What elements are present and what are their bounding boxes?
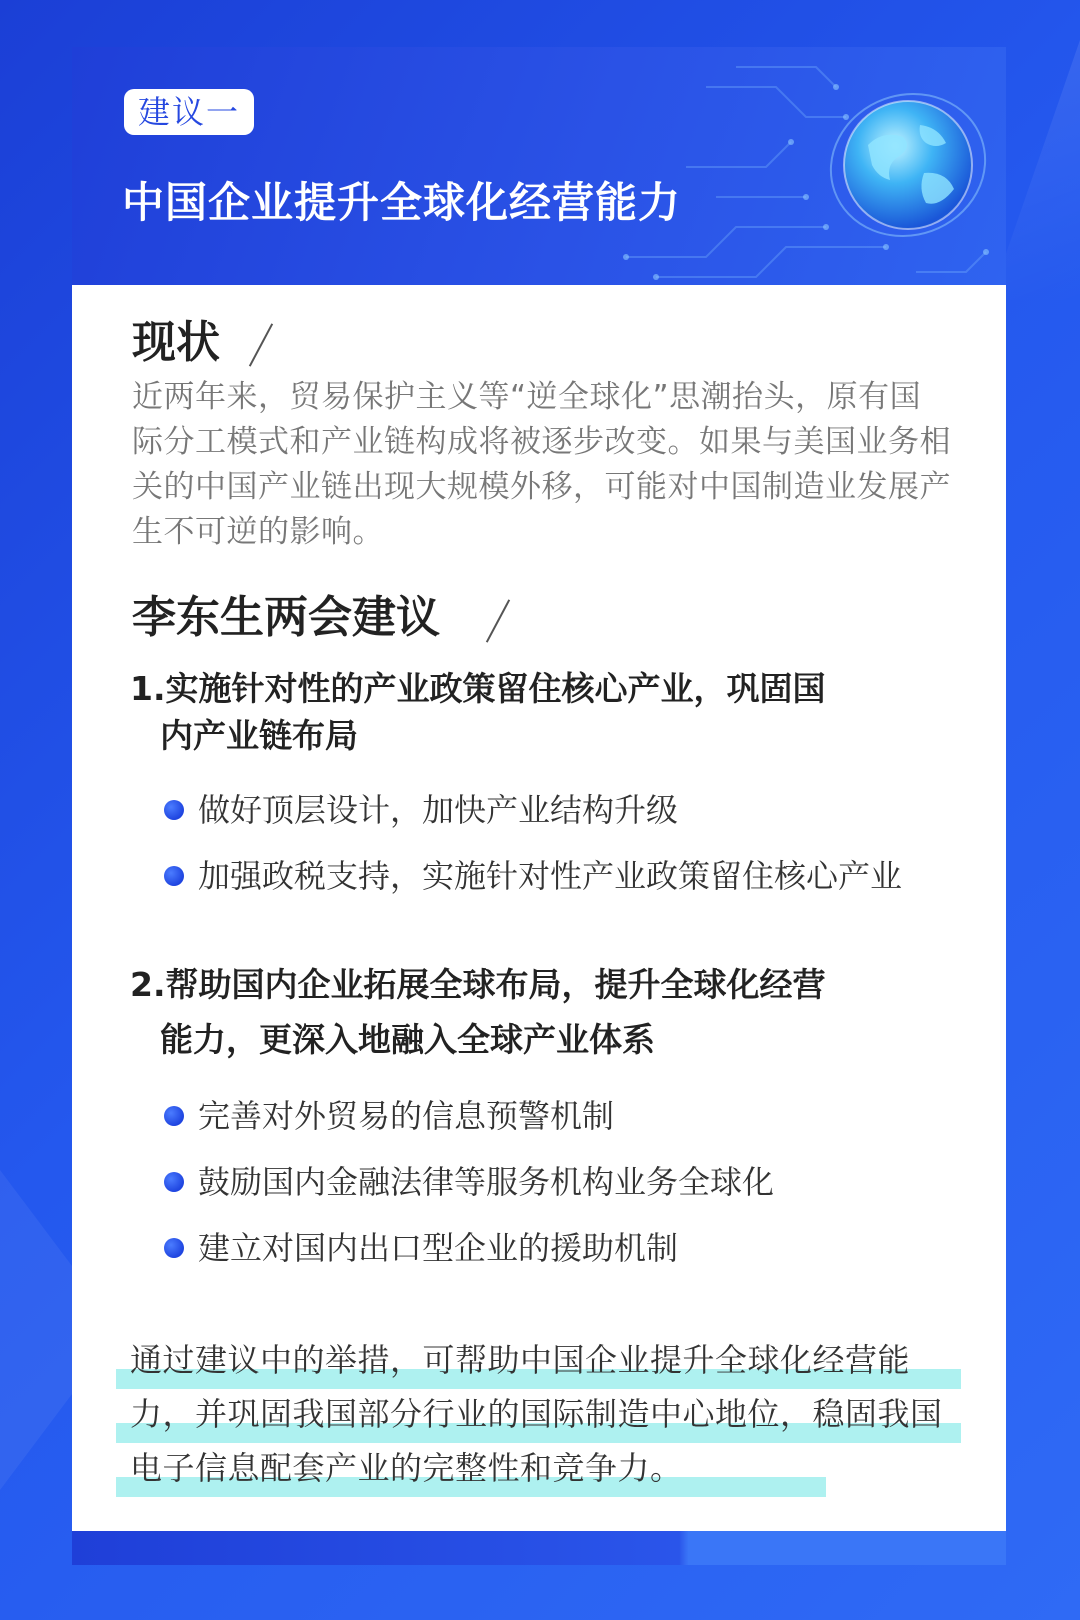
- point-line: 内产业链布局: [160, 716, 358, 755]
- card-body: [72, 285, 1006, 1531]
- list-item: [164, 1225, 924, 1272]
- bullet-dot-icon: [164, 1172, 184, 1192]
- proposal-card: [72, 47, 1006, 1565]
- globe-icon: [828, 85, 988, 245]
- list-item: [164, 787, 924, 834]
- slash-divider: [249, 323, 273, 366]
- list-item-text: 完善对外贸易的信息预警机制: [198, 1097, 615, 1135]
- bullet-dot-icon: [164, 1106, 184, 1126]
- card-header: [72, 47, 1006, 285]
- point-number: 2.: [130, 965, 166, 1004]
- bullet-dot-icon: [164, 800, 184, 820]
- card-footer: [72, 1531, 1006, 1565]
- list-item: [164, 853, 924, 900]
- point-line: 能力，更深入地融入全球产业体系: [160, 1020, 655, 1059]
- proposal-point-2: [130, 961, 910, 1063]
- list-item: [164, 1159, 924, 1206]
- page-title: 中国企业提升全球化经营能力: [122, 178, 682, 227]
- proposals-section-title: 李东生两会建议: [132, 592, 440, 643]
- list-item-text: 建立对国内出口型企业的援助机制: [198, 1229, 679, 1267]
- bullet-dot-icon: [164, 1238, 184, 1258]
- slash-divider: [486, 599, 510, 642]
- list-item-text: 加强政税支持，实施针对性产业政策留住核心产业: [198, 857, 903, 895]
- bullet-dot-icon: [164, 866, 184, 886]
- status-section-title: 现状: [132, 317, 220, 368]
- list-item-text: 做好顶层设计，加快产业结构升级: [198, 791, 679, 829]
- list-item: [164, 1093, 924, 1140]
- point-line: 帮助国内企业拓展全球布局，提升全球化经营: [165, 965, 826, 1004]
- summary-paragraph: 通过建议中的举措，可帮助中国企业提升全球化经营能力，并巩固我国部分行业的国际制造中心地位，稳固我国电子信息配套产业的完整性和竞争力。: [130, 1341, 943, 1487]
- proposal-tag: 建议一: [124, 89, 254, 135]
- status-paragraph: 近两年来，贸易保护主义等“逆全球化”思潮抬头，原有国际分工模式和产业链构成将被逐步改变。如果与美国业务相关的中国产业链出现大规模外移，可能对中国制造业发展产生不可逆的影响。: [132, 379, 951, 550]
- list-item-text: 鼓励国内金融法律等服务机构业务全球化: [198, 1163, 775, 1201]
- point-number: 1.: [130, 669, 166, 708]
- point-line: 实施针对性的产业政策留住核心产业，巩固国: [165, 669, 826, 708]
- proposal-point-1: [130, 665, 910, 759]
